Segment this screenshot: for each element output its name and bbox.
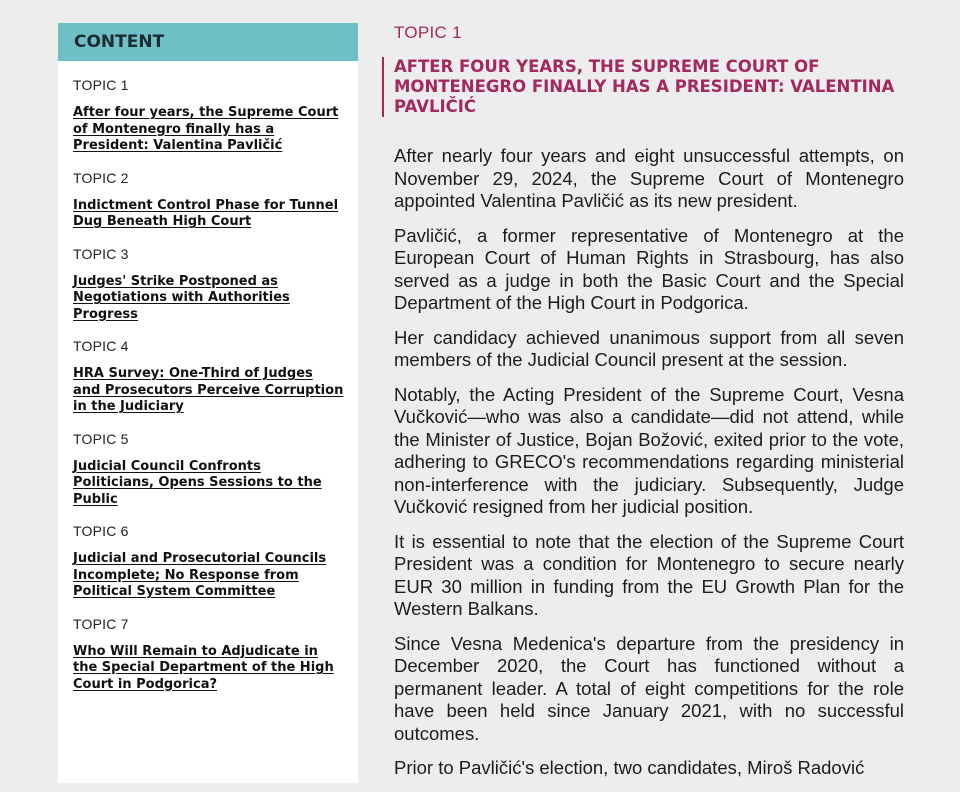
toc-item-topic-7 bbox=[73, 616, 344, 694]
toc-link-topic-5[interactable]: Judicial Council Confronts Politicians, Opens Sessions to the Public bbox=[73, 458, 322, 507]
toc-topic-label: TOPIC 7 bbox=[73, 615, 129, 632]
article-paragraph: Since Vesna Medenica's departure from the presidency in December 2020, the Court has functioned without a permanent leader. A total of eight competitions for the role have been held since January 2021, with no successful outcomes. bbox=[394, 632, 904, 744]
toc-link-topic-6[interactable]: Judicial and Prosecutorial Councils Incomplete; No Response from Political System Committee bbox=[73, 551, 327, 599]
toc-link-topic-7[interactable]: Who Will Remain to Adjudicate in the Special Department of the High Court in Podgorica? bbox=[73, 643, 334, 692]
toc-topic-label: TOPIC 3 bbox=[73, 245, 129, 262]
toc-topic-label: TOPIC 5 bbox=[73, 430, 129, 447]
article-topic-label: TOPIC 1 bbox=[394, 23, 462, 42]
toc-item-topic-5 bbox=[73, 431, 344, 509]
toc-link-topic-2[interactable]: Indictment Control Phase for Tunnel Dug Beneath High Court bbox=[73, 197, 339, 229]
article-paragraph: Notably, the Acting President of the Supreme Court, Vesna Vučković—who was also a candidate—did not attend, while the Minister of Justice, Bojan Božović, exited prior to the vote, adhering to GRECO's recommendations regarding ministerial non-interference with the judiciary. Subsequently, Judge Vučković resigned from her judicial position. bbox=[394, 383, 904, 517]
article-paragraph: Pavličić, a former representative of Montenegro at the European Court of Human Rights in Strasbourg, has also served as a judge in both the Basic Court and the Special Department of the High Court in Podgorica. bbox=[394, 224, 904, 313]
article-paragraph: Her candidacy achieved unanimous support from all seven members of the Judicial Council present at the session. bbox=[394, 326, 904, 370]
toc-link-topic-4[interactable]: HRA Survey: One-Third of Judges and Prosecutors Perceive Corruption in the Judiciary bbox=[73, 366, 344, 414]
article-paragraph: It is essential to note that the election of the Supreme Court President was a condition for Montenegro to secure nearly EUR 30 million in funding from the EU Growth Plan for the Western Balkans. bbox=[394, 530, 904, 619]
article bbox=[394, 23, 904, 792]
toc-topic-label: TOPIC 1 bbox=[73, 77, 129, 93]
article-headline: AFTER FOUR YEARS, THE SUPREME COURT OF MONTENEGRO FINALLY HAS A PRESIDENT: VALENTINA PAVLIČIĆ bbox=[382, 57, 904, 117]
toc-topic-label: TOPIC 6 bbox=[73, 523, 129, 539]
article-paragraph: After nearly four years and eight unsuccessful attempts, on November 29, 2024, the Supreme Court of Montenegro appointed Valentina Pavličić as its new president. bbox=[394, 145, 904, 211]
toc-link-topic-3[interactable]: Judges' Strike Postponed as Negotiations with Authorities Progress bbox=[73, 273, 290, 322]
toc-item-topic-3 bbox=[73, 246, 344, 324]
toc-item-topic-6 bbox=[73, 523, 344, 601]
toc-item-topic-2 bbox=[73, 170, 344, 231]
toc-link-topic-1[interactable]: After four years, the Supreme Court of Montenegro finally has a President: Valentina Pavličić bbox=[73, 105, 339, 153]
toc-item-topic-4 bbox=[73, 338, 344, 416]
content-header: CONTENT bbox=[58, 23, 358, 61]
toc-topic-label: TOPIC 4 bbox=[73, 338, 129, 354]
toc-list bbox=[58, 77, 358, 693]
toc-topic-label: TOPIC 2 bbox=[73, 169, 129, 186]
table-of-contents-sidebar bbox=[58, 23, 358, 783]
article-paragraph: Prior to Pavličić's election, two candidates, Miroš Radović bbox=[394, 757, 865, 778]
toc-item-topic-1 bbox=[73, 77, 344, 155]
